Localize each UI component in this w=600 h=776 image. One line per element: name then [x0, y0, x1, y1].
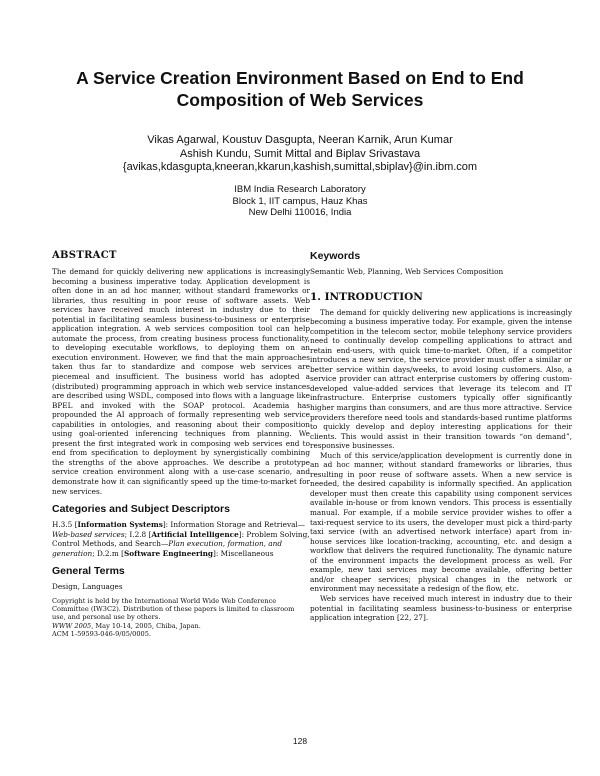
copyright-line-3: ACM 1-59593-046-9/05/0005.: [52, 630, 151, 639]
categories-text: H.3.5 [Information Systems]: Information Storage and Retrieval—Web-based services; I.2.8 [Artificial Intelligence]: Problem Solving, Control Methods, and Search—Plan execution, formation, and generation; D.2.m [Software Engineering]: Miscellaneous: [52, 520, 310, 558]
copyright-line-2: WWW 2005, May 10-14, 2005, Chiba, Japan.: [52, 621, 201, 630]
intro-paragraph-3: Web services have received much interest in industry due to their potential in facilitating seamless business-to-business or enterprise application integration [22, 27].: [310, 593, 572, 623]
left-column: [52, 250, 310, 638]
right-column: [310, 250, 572, 623]
affiliation-line-2: Block 1, IIT campus, Hauz Khas: [232, 195, 368, 207]
intro-paragraph-2: Much of this service/application development is currently done in an ad hoc manner, without standard frameworks or libraries, thus resulting in poor reuse of software assets. When a new service is needed, the desired capability is informally specified. An application developer must then create this capability using component services available in-house or from known vendors. This process is essentially manual. For example, if a mobile service provider wishes to offer a taxi-request service to its users, the developer must pick a third-party taxi service (with an advertised network interface) apart from in-house services like location-tracking, accounting, etc. and design a workflow that delivers the required functionality. The dynamic nature of the environment impacts the development process as well. For example, new taxi services may become available, offering better and/or cheaper services; physical changes in the network or environment may necessitate a redesign of the flow, etc.: [310, 450, 572, 594]
categories-heading: Categories and Subject Descriptors: [52, 503, 230, 516]
copyright-line-1: Copyright is held by the International World Wide Web Conference Committee (IW3C2). Distribution of these papers is limited to classroom use, and personal use by others.: [52, 596, 295, 622]
keywords-text: Semantic Web, Planning, Web Services Composition: [310, 267, 504, 276]
intro-paragraph-1: The demand for quickly delivering new applications is increasingly becoming a business imperative today. For example, given the intense competition in the telecom sector, mobile telephony service providers need to continually develop compelling applications to attract and retain end-users, with quick time-to-market. Often, if a competitor introduces a new service, the service provider must offer a similar or better service within days/weeks, to avoid losing customers. Also, a service provider can attract enterprise customers by offering custom-developed value-added services that leverage its telecom and IT infrastructure. Enterprise customers typically offer significantly higher margins than consumers, and are thus more attractive. Service providers therefore need tools and standards-based runtime platforms to quickly develop and deploy interesting applications for their clients. This would assist in their transition towards “on demand”, responsive businesses.: [310, 307, 572, 451]
page-number: 128: [292, 736, 308, 746]
affiliation-line-1: IBM India Research Laboratory: [234, 184, 366, 195]
abstract-heading: ABSTRACT: [52, 250, 117, 261]
general-terms-text: Design, Languages: [52, 582, 123, 592]
author-block: [40, 134, 560, 175]
abstract-text: The demand for quickly delivering new applications is increasingly becoming a business imperative today. Application development is often done in an ad hoc manner, without standard frameworks or libraries, thus resulting in poor reuse of software assets. Web services have received much interest in industry due to their potential in facilitating seamless business-to-business or enterprise application integration. A web services composition tool can help automate the process, from creating business process functionality, to developing executable workflows, to deploying them on an execution environment. However, we find that the main approaches taken thus far to standardize and compose web services are piecemeal and insufficient. The business world has adopted a (distributed) programming approach in which web service instances are described using WSDL, composed into flows with a language like BPEL and invoked with the SOAP protocol. Academia has propounded the AI approach of formally representing web service capabilities in ontologies, and reasoning about their composition using goal-oriented inferencing techniques from planning. We present the first integrated work in composing web services end to end from specification to deployment by synergistically combining the strengths of the above approaches. We describe a prototype service creation environment along with a use-case scenario, and demonstrate how it can significantly speed up the time-to-market for new services.: [52, 267, 310, 496]
paper-title: A Service Creation Environment Based on End to End Composition of Web Services: [76, 68, 524, 110]
author-line-2: Ashish Kundu, Sumit Mittal and Biplav Srivastava: [179, 147, 421, 160]
copyright-notice: [52, 597, 310, 638]
author-line-1: Vikas Agarwal, Koustuv Dasgupta, Neeran Karnik, Arun Kumar: [147, 134, 453, 146]
author-emails: {avikas,kdasgupta,kneeran,kkarun,kashish,sumittal,sbiplav}@in.ibm.com: [122, 161, 478, 173]
keywords-heading: Keywords: [310, 250, 361, 262]
affiliation-block: [40, 184, 560, 219]
introduction-heading: 1. INTRODUCTION: [310, 290, 423, 303]
general-terms-heading: General Terms: [52, 565, 125, 578]
affiliation-line-3: New Delhi 110016, India: [248, 207, 352, 218]
